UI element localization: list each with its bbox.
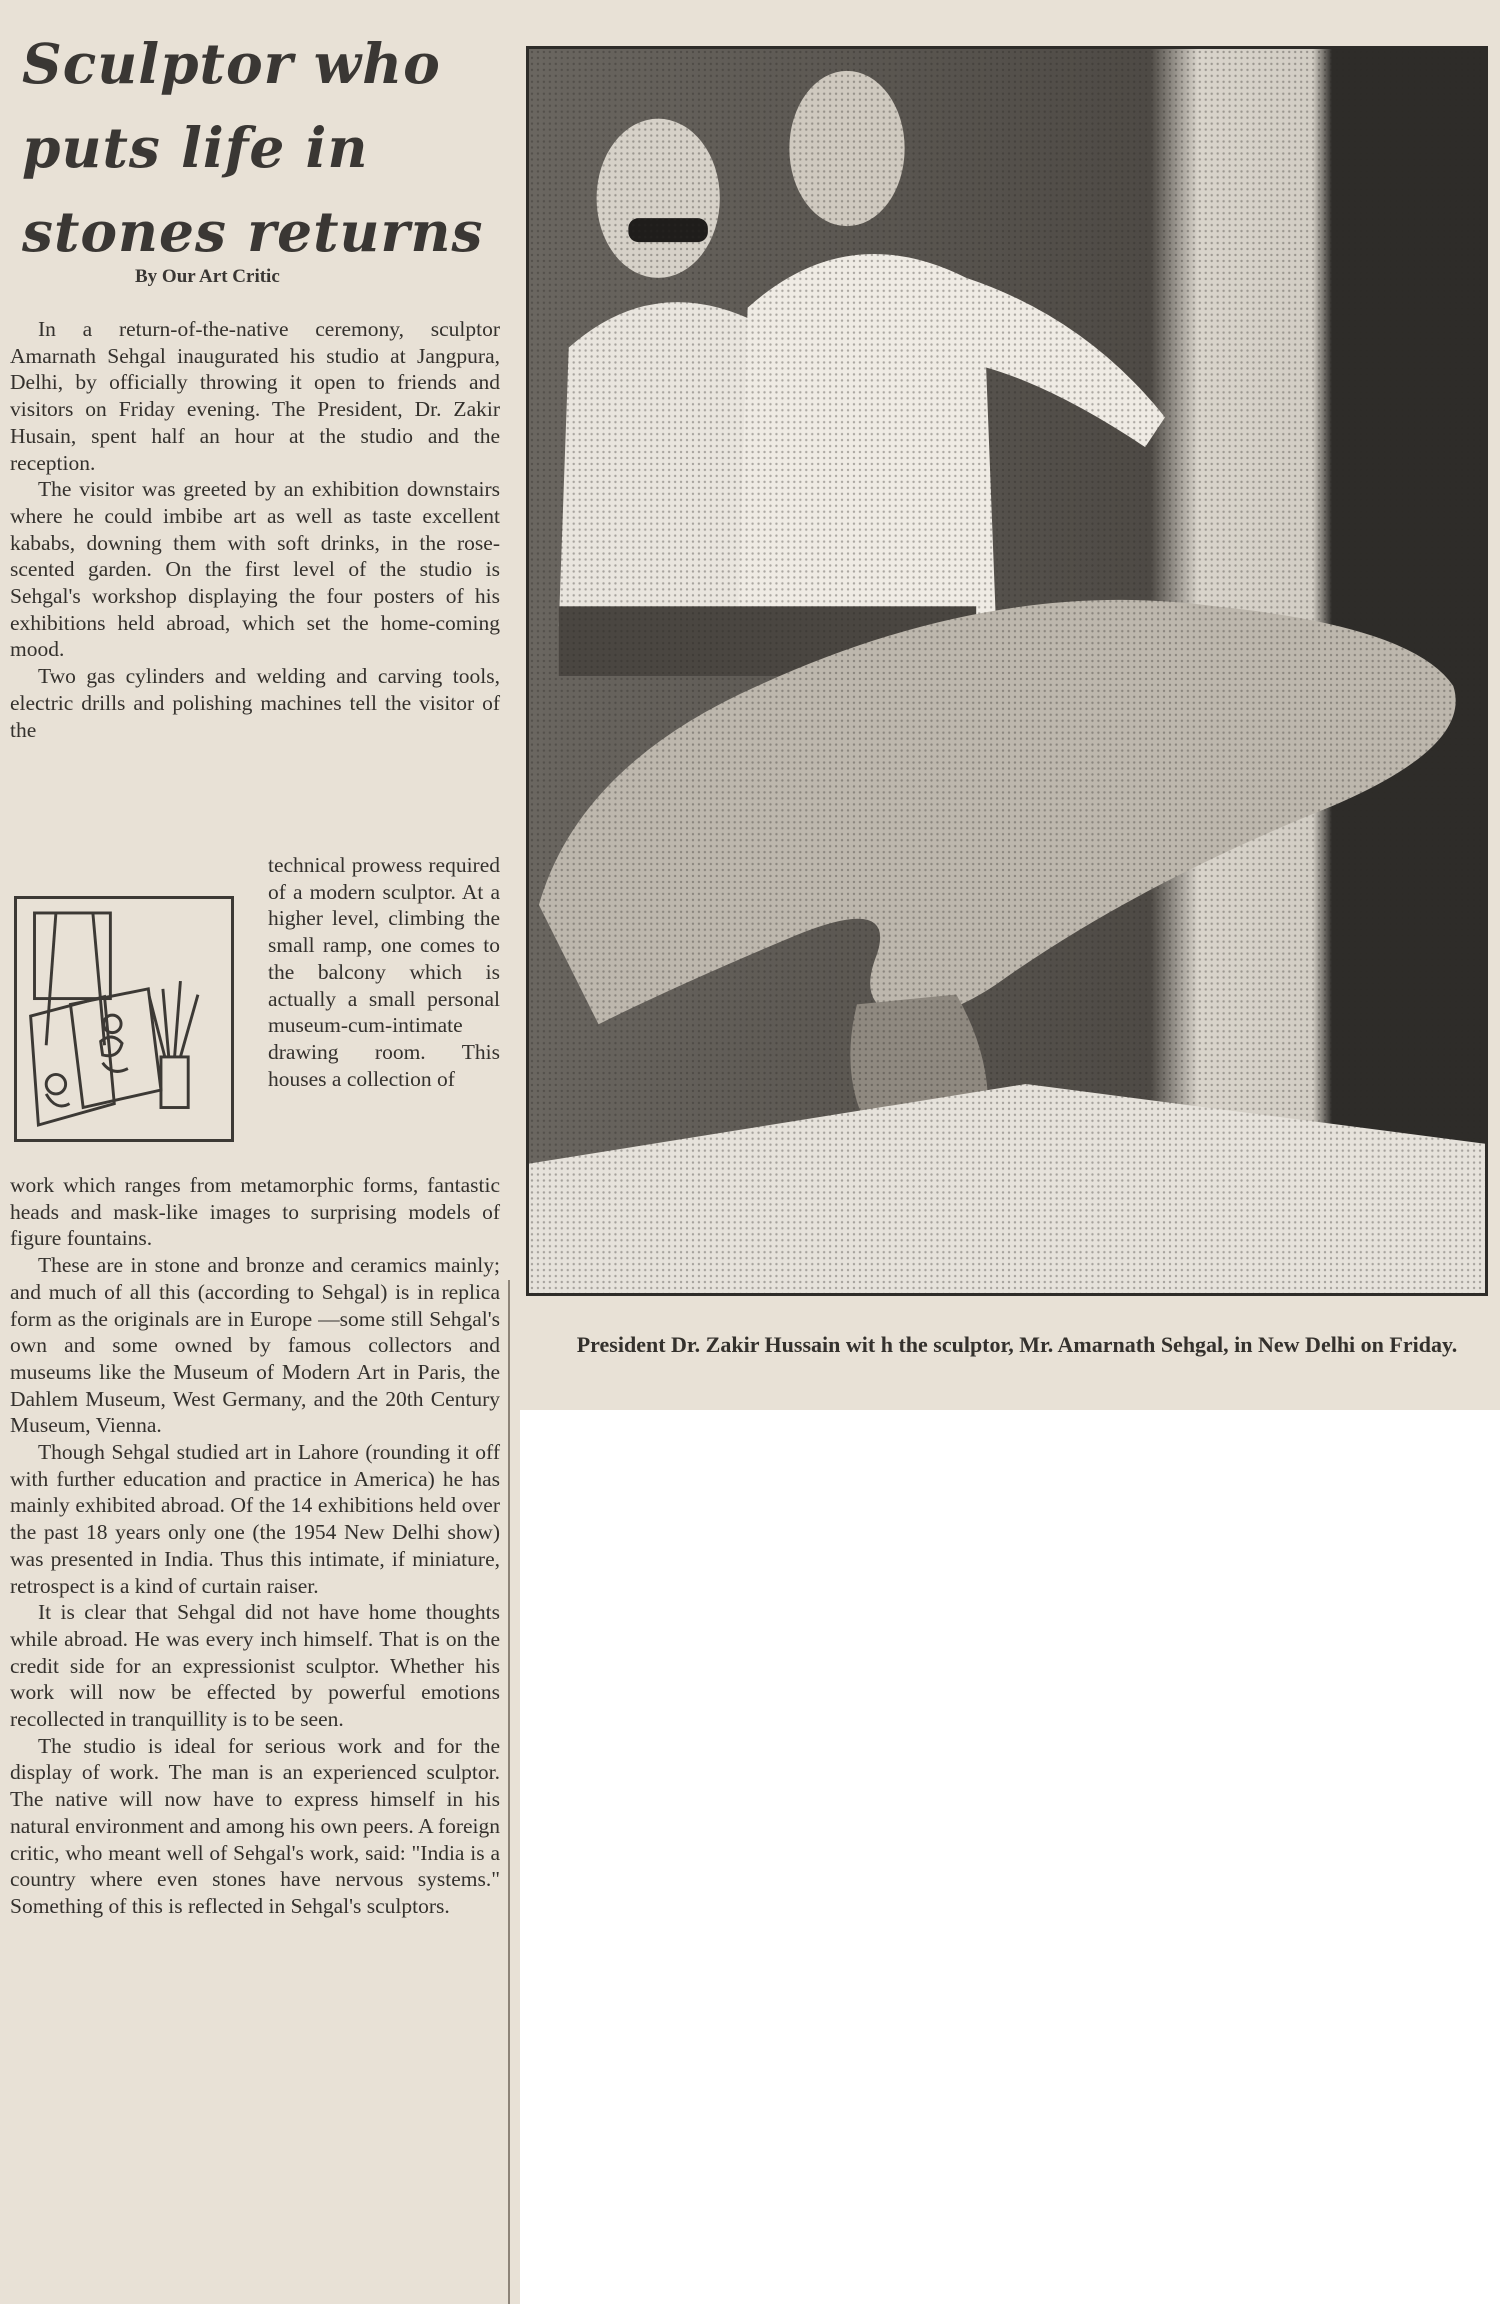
news-photo (526, 46, 1488, 1296)
paragraph: work which ranges from metamorphic forms, fantastic heads and mask-like images to surprising models of figure fountains. (10, 1173, 500, 1251)
article-byline: By Our Art Critic (135, 266, 280, 287)
article-body-top (10, 316, 500, 743)
photo-image (529, 49, 1485, 1293)
article-body-bottom (10, 1172, 500, 1920)
article-body-wrap (268, 852, 500, 1092)
photo-caption: President Dr. Zakir Hussain wit h the sculptor, Mr. Amarnath Sehgal, in New Delhi on Friday. (576, 1332, 1458, 1357)
column-rule (508, 1280, 510, 2304)
article-headline: Sculptor who puts life in stones returns (22, 31, 484, 264)
paragraph: The studio is ideal for serious work and for the display of work. The man is an experienced sculptor. The native will now have to express himself in his natural environment and among his own peers. A foreign critic, who meant well of Sehgal's work, said: "India is a country where even stones have nervous systems." Something of this is reflected in Sehgal's sculptors. (10, 1733, 500, 1918)
paragraph: The visitor was greeted by an exhibition downstairs where he could imbibe art as well as taste excellent kababs, downing them with soft drinks, in the rose-scented garden. On the first level of the studio is Sehgal's workshop displaying the four posters of his exhibitions held abroad, which set the home-coming mood. (10, 477, 500, 662)
paragraph: It is clear that Sehgal did not have home thoughts while abroad. He was every inch himself. That is on the credit side for an expressionist sculptor. Whether his work will now be effected by powerful emotions recollected in tranquillity is to be seen. (10, 1600, 500, 1732)
paragraph: These are in stone and bronze and ceramics mainly; and much of all this (according to Sehgal) is in replica form as the originals are in Europe —some still Sehgal's own and some owned by famous collectors and museums like the Museum of Modern Art in Paris, the Dahlem Museum, West Germany, and the 20th Century Museum, Vienna. (10, 1253, 500, 1438)
studio-illustration (14, 896, 234, 1142)
easel-and-brushes-icon (17, 899, 231, 1139)
paragraph: Two gas cylinders and welding and carving tools, electric drills and polishing machines tell the visitor of the (10, 664, 500, 742)
paragraph: In a return-of-the-native ceremony, sculptor Amarnath Sehgal inaugurated his studio at Jangpura, Delhi, by officially throwing it open to friends and visitors on Friday evening. The President, Dr. Zakir Husain, spent half an hour at the studio and the reception. (10, 317, 500, 475)
paragraph: Though Sehgal studied art in Lahore (rounding it off with further education and practice in America) he has mainly exhibited abroad. Of the 14 exhibitions held over the past 18 years only one (the 1954 New Delhi show) was presented in India. Thus this intimate, if miniature, retrospect is a kind of curtain raiser. (10, 1440, 500, 1598)
paragraph: technical prowess required of a modern sculptor. At a higher level, climbing the small ramp, one comes to the balcony which is actually a small personal museum-cum-intimate drawing room. This houses a collection of (268, 853, 500, 1091)
